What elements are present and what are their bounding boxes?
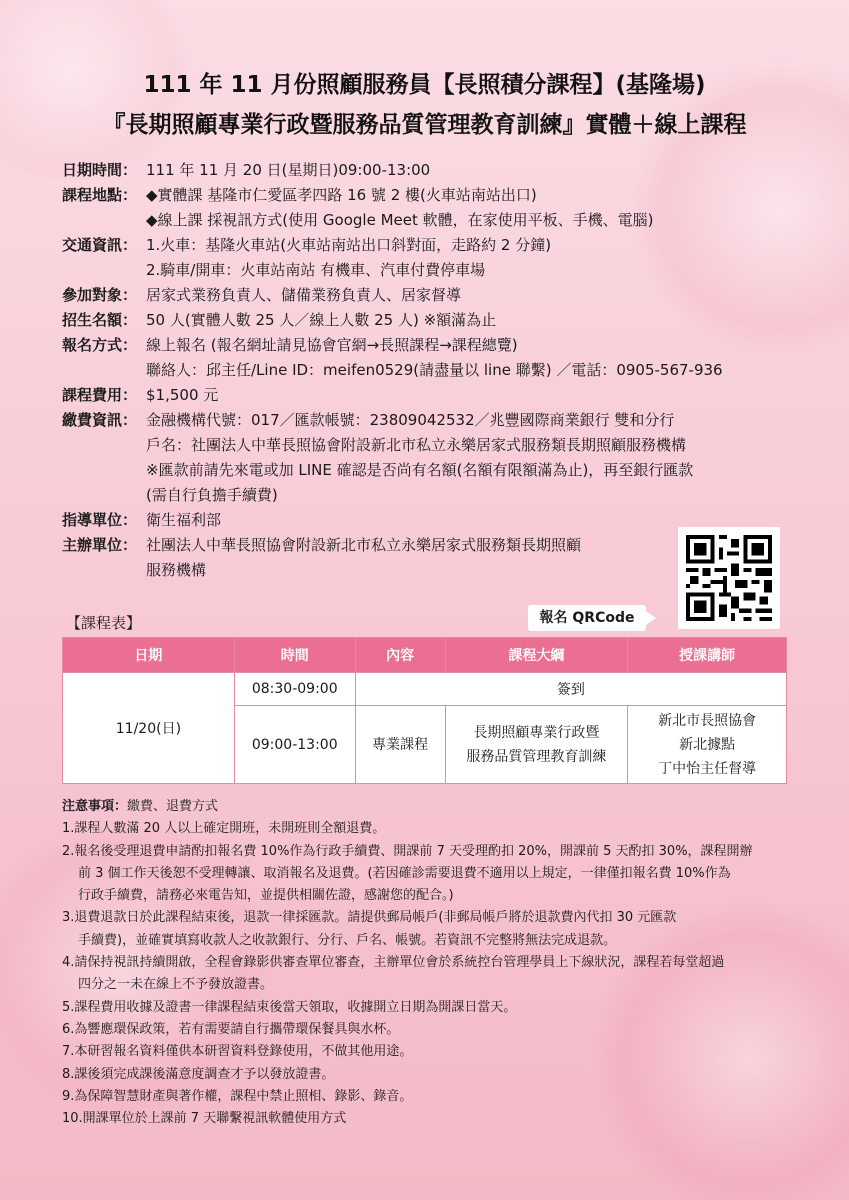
notes-section — [62, 796, 797, 1130]
qr-code-label: 報名 QRCode — [528, 605, 646, 631]
lecturer-line: 丁中怡主任督導 — [658, 760, 757, 777]
signup-label: 報名方式： — [62, 336, 138, 354]
payment-account-name: 戶名：社團法人中華長照協會附設新北市私立永樂居家式服務類長期照顧服務機構 — [146, 436, 687, 454]
payment-fee-note: (需自行負擔手續費) — [146, 486, 278, 504]
info-row-location — [62, 183, 802, 208]
transport-train: 1.火車：基隆火車站(火車站南站出口斜對面，走路約 2 分鐘) — [146, 236, 552, 254]
schedule-time-course: 09:00-13:00 — [234, 706, 355, 784]
transport-label: 交通資訊： — [62, 236, 138, 254]
info-row-target — [62, 283, 802, 308]
header-outline: 課程大綱 — [445, 638, 628, 673]
page-subtitle: 『長期照顧專業行政暨服務品質管理教育訓練』實體＋線上課程 — [102, 112, 747, 138]
note-item-cont: 前 3 個工作天後恕不受理轉讓、取消報名及退費。(若因確診需要退費不適用以上規定，一律僅扣報名費 10%作為 — [78, 865, 731, 881]
info-row-date — [62, 158, 802, 183]
note-item-cont: 四分之一未在線上不予發放證書。 — [78, 977, 274, 993]
note-item: 5.課程費用收據及證書一律課程結束後當天領取，收據開立日期為開課日當天。 — [62, 999, 517, 1015]
header-time: 時間 — [234, 638, 355, 673]
lecturer-line: 新北據點 — [679, 736, 736, 753]
schedule-checkin: 簽到 — [355, 673, 786, 706]
schedule-outline — [445, 706, 628, 784]
note-item: 9.為保障智慧財產與著作權，課程中禁止照相、錄影、錄音。 — [62, 1088, 413, 1104]
header-date: 日期 — [63, 638, 235, 673]
guide-value: 衛生福利部 — [146, 511, 222, 529]
note-item: 4.請保持視訊持續開啟，全程會錄影供審查單位審查，主辦單位會於系統控台管理學員上下線狀況，課程若每堂超過 — [62, 955, 725, 971]
schedule-lecturer — [628, 706, 787, 784]
fee-value: $1,500 元 — [146, 386, 219, 404]
header-content: 內容 — [355, 638, 445, 673]
qr-code-icon — [686, 535, 772, 621]
payment-bank: 金融機構代號：017／匯款帳號：23809042532／兆豐國際商業銀行 雙和分行 — [146, 411, 675, 429]
table-row — [63, 673, 787, 706]
signup-qr-code[interactable] — [678, 527, 780, 629]
note-item: 10.開課單位於上課前 7 天聯繫視訊軟體使用方式 — [62, 1111, 347, 1127]
notes-heading-label: 注意事項： — [62, 799, 128, 814]
outline-line: 服務品質管理教育訓練 — [466, 748, 607, 765]
target-value: 居家式業務負責人、儲備業務負責人、居家督導 — [146, 286, 462, 304]
signup-contact: 聯絡人：邱主任/Line ID：meifen0529(請盡量以 line 聯繫) ／電話：0905-567-936 — [146, 361, 723, 379]
transport-car: 2.騎車/開車：火車站南站 有機車、汽車付費停車場 — [146, 261, 486, 279]
note-item: 8.課後須完成課後滿意度調查才予以發放證書。 — [62, 1066, 335, 1082]
info-row-fee — [62, 383, 802, 408]
schedule-title: 【課程表】 — [66, 614, 142, 632]
location-label: 課程地點： — [62, 186, 138, 204]
quota-label: 招生名額： — [62, 311, 138, 329]
notes-heading — [62, 796, 797, 818]
notes-heading-sub: 繳費、退費方式 — [127, 799, 219, 814]
course-info — [62, 158, 802, 583]
date-label: 日期時間： — [62, 161, 138, 179]
signup-method: 線上報名 (報名網址請見協會官網→長照課程→課程總覽) — [146, 336, 518, 354]
note-item: 7.本研習報名資料僅供本研習資料登錄使用，不做其他用途。 — [62, 1044, 413, 1060]
note-item: 3.退費退款日於此課程結束後，退款一律採匯款。請提供郵局帳戶(非郵局帳戶將於退款費內代扣 30 元匯款 — [62, 910, 677, 926]
info-row-payment — [62, 408, 802, 433]
payment-notice: ※匯款前請先來電或加 LINE 確認是否尚有名額(名額有限額滿為止)，再至銀行匯款 — [146, 461, 694, 479]
schedule-time-checkin: 08:30-09:00 — [234, 673, 355, 706]
target-label: 參加對象： — [62, 286, 138, 304]
info-row-quota — [62, 308, 802, 333]
payment-label: 繳費資訊： — [62, 411, 138, 429]
host-value: 社團法人中華長照協會附設新北市私立永樂居家式服務類長期照顧 — [146, 536, 582, 554]
quota-value: 50 人(實體人數 25 人／線上人數 25 人) ※額滿為止 — [146, 311, 497, 329]
guide-label: 指導單位： — [62, 511, 138, 529]
note-item-cont: 行政手續費，請務必來電告知，並提供相關佐證，感謝您的配合。) — [78, 888, 454, 904]
date-value: 111 年 11 月 20 日(星期日)09:00-13:00 — [146, 161, 431, 179]
fee-label: 課程費用： — [62, 386, 138, 404]
host-value-cont: 服務機構 — [146, 561, 207, 579]
location-physical: ◆實體課 基隆市仁愛區孝四路 16 號 2 樓(火車站南站出口) — [146, 186, 537, 204]
info-row-signup — [62, 333, 802, 358]
schedule-header-row — [63, 638, 787, 673]
schedule-content: 專業課程 — [355, 706, 445, 784]
header-lecturer: 授課講師 — [628, 638, 787, 673]
page-title: 111 年 11 月份照顧服務員【長照積分課程】(基隆場) — [143, 72, 706, 98]
note-item: 6.為響應環保政策，若有需要請自行攜帶環保餐具與水杯。 — [62, 1021, 400, 1037]
outline-line: 長期照顧專業行政暨 — [473, 724, 600, 741]
location-online: ◆線上課 採視訊方式(使用 Google Meet 軟體，在家使用平板、手機、電腦) — [146, 211, 654, 229]
info-row-transport — [62, 233, 802, 258]
note-item: 1.課程人數滿 20 人以上確定開班，未開班則全額退費。 — [62, 821, 386, 837]
lecturer-line: 新北市長照協會 — [658, 712, 757, 729]
note-item: 2.報名後受理退費申請酌扣報名費 10%作為行政手續費、開課前 7 天受理酌扣 20%，開課前 5 天酌扣 30%，課程開辦 — [62, 843, 753, 859]
schedule-date: 11/20(日) — [63, 673, 235, 784]
schedule-table — [62, 637, 787, 784]
host-label: 主辦單位： — [62, 536, 138, 554]
note-item-cont: 手續費)，並確實填寫收款人之收款銀行、分行、戶名、帳號。若資訊不完整將無法完成退款。 — [78, 932, 617, 948]
